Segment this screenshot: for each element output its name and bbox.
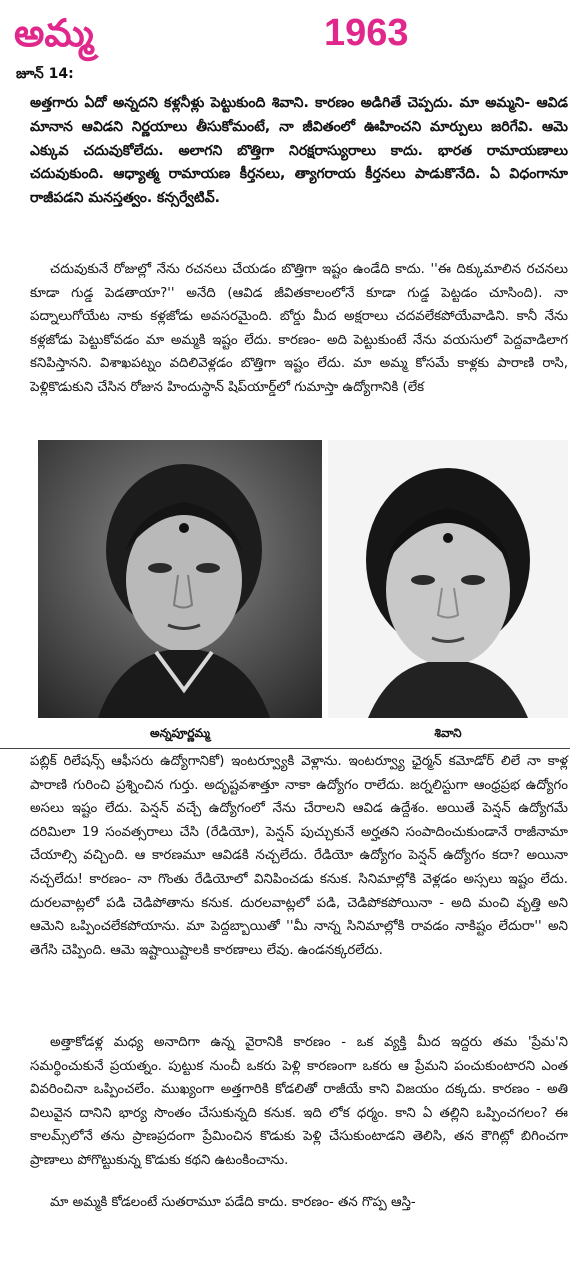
photo-shivani	[328, 440, 568, 718]
body-paragraph-3-text: అత్తాకోడళ్ల మధ్య అనాదిగా ఉన్న వైరానికి కారణం - ఒక వ్యక్తి మీద ఇద్దరు తమ 'ప్రేమ'ని సమర్థించుకునే ప్రయత్నం. పుట్టుక నుంచీ ఒకరు పెళ్లి కారణంగా ఒకరు ఆ ప్రేమని పంచుకుంటారని ఎంత వివరించినా ఒప్పించలేం. ముఖ్యంగా అత్తగారికి కోడలితో రాజీయే కాని విజయం దక్కదు. కారణం - అతి విలువైన దానిని భార్య సొంతం చేసుకున్నది కనుక. ఇది లోక ధర్మం. కాని ఏ తల్లిని ఒప్పించగలం? ఈ కాలమ్స్‌లోనే తను ప్రాణప్రదంగా ప్రేమించిన కొడుకు పెళ్లి చేసుకుంటాడని తెలిసి, తన కౌగిట్లో బిగించగా ప్రాణాలు పోగొట్టుకున్న కొడుకు కథని ఉటంకించాను.	[30, 1035, 568, 1168]
page-header	[14, 8, 566, 58]
body-paragraph-2: పబ్లిక్ రిలేషన్స్ ఆఫీసరు ఉద్యోగానికో) ఇంటర్వ్యూకి వెళ్లాను. ఇంటర్వ్యూ ఛైర్మన్ కమోడోర్ లిలే నా కాళ్ల పారాణి గురించి ప్రశ్నించిన గుర్తు. అదృష్టవశాత్తూ నాకా ఉద్యోగం రాలేదు. జర్నలిస్టుగా ఆంధ్రప్రభ ఉద్యోగం అసలు ఇష్టం లేదు. పెన్షన్ వచ్చే ఉద్యోగంలో నేను చేరాలని ఆవిడ ఉద్దేశం. అయితే పెన్షన్ ఉద్యోగమే దరిమిలా 19 సంవత్సరాలు చేసి (రేడియో), పెన్షన్ పుచ్చుకునే అర్హతని సంపాదించుకుండానే రాజీనామా చేయాల్సి వచ్చింది. ఆ కారణమూ ఆవిడకి నచ్చలేదు. రేడియో ఉద్యోగం పెన్షన్ ఉద్యోగం కదా? అయినా నచ్చలేదు! కారణం- నా గొంతు రేడియోలో వినిపించడు కనుక. సినిమాల్లోకి వెళ్లడం అస్సలు ఇష్టం లేదు. దురలవాట్లలో పడి చెడిపోతాను కనుక. దురలవాట్లలో పడి, చెడిపోకపోయినా - అది మంచి వృత్తి అని ఆమెని ఒప్పించలేకపోయాను. మా పెద్దబ్బాయితో ''మీ నాన్న సినిమాల్లోకి రావడం నాకిష్టం లేదురా'' అని తెగేసి చెప్పింది. ఆమె ఇష్టాయిష్టాలకి కారణాలు లేవు. ఉండనక్కరలేదు.	[30, 754, 568, 958]
article-title: అమ్మ	[14, 11, 94, 55]
portrait-annapurnamma-image	[38, 440, 322, 718]
body-paragraph-4-text: మా అమ్మకి కోడలంటే సుతరామూ పడేది కాదు. కారణం- తన గొప్ప ఆస్తి-	[50, 1195, 416, 1210]
intro-paragraph: అత్తగారు ఏదో అన్నదని కళ్లనీళ్లు పెట్టుకుంది శివాని. కారణం అడిగితే చెప్పదు. మా అమ్మని- ఆవిడ మానాన ఆవిడని నిర్ణయాలు తీసుకోమంటే, నా జీవితంలో ఊహించని మార్పులు జరిగేవి. ఆమె ఎక్కువ చదువుకోలేదు. అలాగని బొత్తిగా నిరక్షరాస్యురాలు కాదు. భారత రామాయణాలు చదువుకుంది. ఆధ్యాత్మ రామాయణ కీర్తనలు, త్యాగరాయ కీర్తనలు పాడుకొనేది. ఏ విధంగానూ రాజీపడని మనస్తత్వం. కన్సర్వేటివ్.	[30, 95, 568, 207]
caption-divider	[0, 748, 570, 749]
caption-annapurnamma: అన్నపూర్ణమ్మ	[150, 726, 210, 740]
body-paragraph-1	[30, 258, 568, 400]
body-paragraph-4	[30, 1191, 568, 1215]
photo-annapurnamma	[38, 440, 322, 718]
body-paragraph-3	[30, 1031, 568, 1173]
portrait-shivani-image	[328, 440, 568, 718]
article-year: 1963	[324, 12, 409, 54]
entry-date: జూన్ 14:	[16, 66, 74, 82]
body-paragraph-1-text: చదువుకునే రోజుల్లో నేను రచనలు చేయడం బొత్తిగా ఇష్టం ఉండేది కాదు. ''ఈ దిక్కుమాలిన రచనలు కూడా గుడ్డ పెడతాయా?'' అనేది (ఆవిడ జీవితకాలంలోనే కూడా గుడ్డ పెట్టడం చూసింది). నా పద్నాలుగోయేట నాకు కళ్లజోడు అవసరమైంది. బోర్డు మీద అక్షరాలు చదవలేకపోయేవాడిని. కానీ నేను కళ్లజోడు పెట్టుకోవడం మా అమ్మకి ఇష్టం లేదు. కారణం- అది పెట్టుకుంటే నేను వయసులో పెద్దవాడిలాగ కనిపిస్తానని. విశాఖపట్నం వదిలివెళ్లడం బొత్తిగా ఇష్టం లేదు. మా అమ్మ కోసమే కాళ్లకు పారాణి రాసి, పెళ్లికొడుకుని చేసిన రోజున హిందుస్థాన్ షిప్‌యార్డ్‌లో గుమాస్తా ఉద్యోగానికి (లేక	[30, 262, 568, 395]
caption-shivani: శివాని	[434, 726, 462, 740]
